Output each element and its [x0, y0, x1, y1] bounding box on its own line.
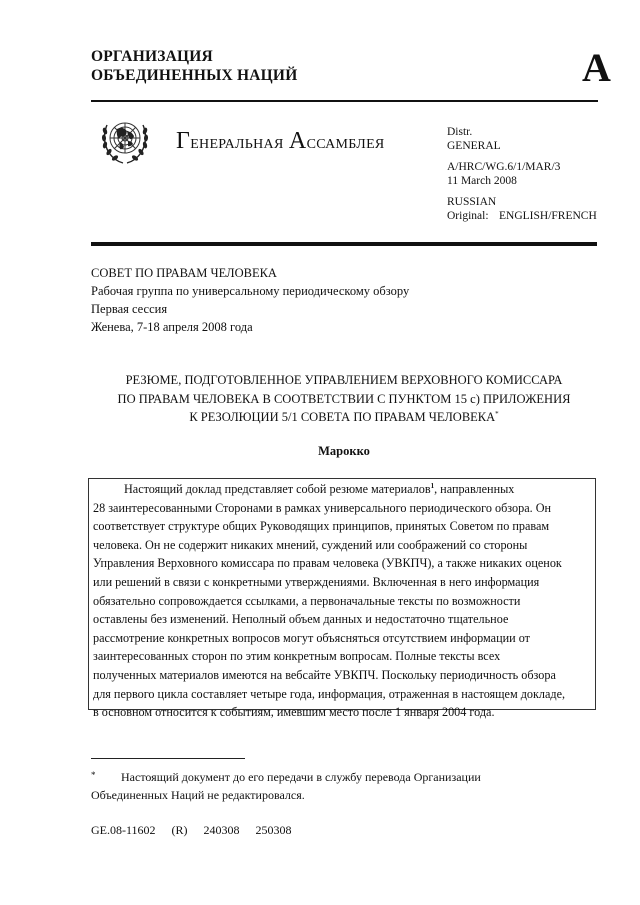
un-emblem-icon: [97, 113, 153, 167]
job-date-1: 240308: [203, 823, 240, 837]
summary-line: Настоящий доклад представляет собой резюме материалов$^1$, направленных: [124, 482, 515, 496]
council-info: [91, 264, 409, 336]
document-symbol-letter: A: [582, 45, 611, 90]
working-group: Рабочая группа по универсальному периодическому обзору: [91, 284, 410, 298]
header-thick-rule: [91, 242, 597, 246]
original-label: Original:: [447, 209, 489, 222]
assembly-word-1: енеральная: [190, 131, 284, 153]
organization-name-line2: ОБЪЕДИНЕННЫХ НАЦИЙ: [91, 67, 298, 84]
title-line-2: ПО ПРАВАМ ЧЕЛОВЕКА В СООТВЕТСТВИИ С ПУНКТОМ 15 с) ПРИЛОЖЕНИЯ: [117, 391, 571, 406]
document-language: RUSSIAN: [447, 196, 497, 208]
language-group: [447, 196, 597, 223]
council-name: СОВЕТ ПО ПРАВАМ ЧЕЛОВЕКА: [91, 266, 277, 280]
summary-line: в основном относится к событиям, имевшим место после 1 января 2004 года.: [93, 705, 495, 720]
footnote-line-2: Объединенных Наций не редактировался.: [91, 788, 305, 802]
organization-name: [91, 47, 297, 85]
summary-line: Управления Верховного комиссара по правам человека (УВКПЧ), а также никаких оценок: [93, 556, 562, 571]
original-language: [447, 210, 597, 224]
summary-line: обязательно сопровождается ссылками, а первоначальные тексты по возможности: [93, 593, 521, 608]
assembly-cap-2: А: [288, 128, 307, 154]
distribution-label: Distr.: [447, 126, 473, 138]
job-date-2: 250308: [255, 823, 292, 837]
document-title: [91, 371, 597, 427]
organization-name-line1: ОРГАНИЗАЦИЯ: [91, 48, 213, 65]
summary-line: человека. Он не содержит никаких мнений, суждений или соображений со стороны: [93, 537, 528, 552]
summary-line: соответствует структуре общих Руководящих принципов, принятых Советом по правам: [93, 519, 550, 534]
distribution-value: GENERAL: [447, 139, 501, 152]
session: Первая сессия: [91, 302, 168, 316]
footnote-separator: [91, 758, 245, 759]
footnote-mark: *: [91, 770, 96, 780]
document-code: A/HRC/WG.6/1/MAR/3: [447, 161, 561, 173]
document-metadata: [447, 126, 597, 231]
place-date: Женева, 7-18 апреля 2008 года: [91, 320, 253, 334]
original-value: ENGLISH/FRENCH: [499, 209, 597, 222]
title-footnote-mark: *: [495, 410, 499, 418]
summary-line: рассмотрение конкретных вопросов могут объясняться отсутствием информации от: [93, 630, 530, 645]
summary-line: полученных материалов имеются на вебсайте УВКПЧ. Поскольку периодичность обзора: [93, 667, 556, 682]
job-number: [91, 822, 303, 838]
summary-line: или решений в связи с конкретными утверждениями. Включенная в него информация: [93, 574, 540, 589]
job-language: (R): [171, 823, 188, 837]
summary-line: для первого цикла составляет четыре года, информация, отраженная в настоящем докладе,: [93, 686, 566, 701]
summary-line: заинтересованных сторон по этим конкретным вопросам. Полные тексты всех: [93, 649, 501, 664]
country-heading: Марокко: [318, 444, 370, 458]
footnote: [91, 766, 481, 804]
header-rule: [91, 100, 598, 102]
title-line-1: РЕЗЮМЕ, ПОДГОТОВЛЕННОЕ УПРАВЛЕНИЕМ ВЕРХОВНОГО КОМИССАРА: [125, 373, 563, 387]
footnote-ref-1: 1: [430, 482, 435, 490]
general-assembly-title: [176, 129, 385, 154]
assembly-cap-1: Г: [176, 128, 191, 154]
distribution-group: [447, 126, 597, 153]
summary-line: 28 заинтересованными Сторонами в рамках универсального периодического обзора. Он: [93, 500, 552, 515]
footnote-line-1: * Настоящий документ до его передачи в службу перевода Организации: [91, 766, 481, 786]
summary-box: [88, 478, 596, 720]
job-code: GE.08-11602: [91, 823, 156, 837]
assembly-word-2: ссамблея: [306, 131, 385, 153]
document-date: 11 March 2008: [447, 174, 517, 187]
summary-line: оставлены без изменений. Неполный объем данных и недостаточно тщательное: [93, 612, 509, 627]
symbol-group: [447, 161, 597, 188]
title-line-3: К РЕЗОЛЮЦИИ 5/1 СОВЕТА ПО ПРАВАМ ЧЕЛОВЕКА*: [189, 410, 499, 424]
